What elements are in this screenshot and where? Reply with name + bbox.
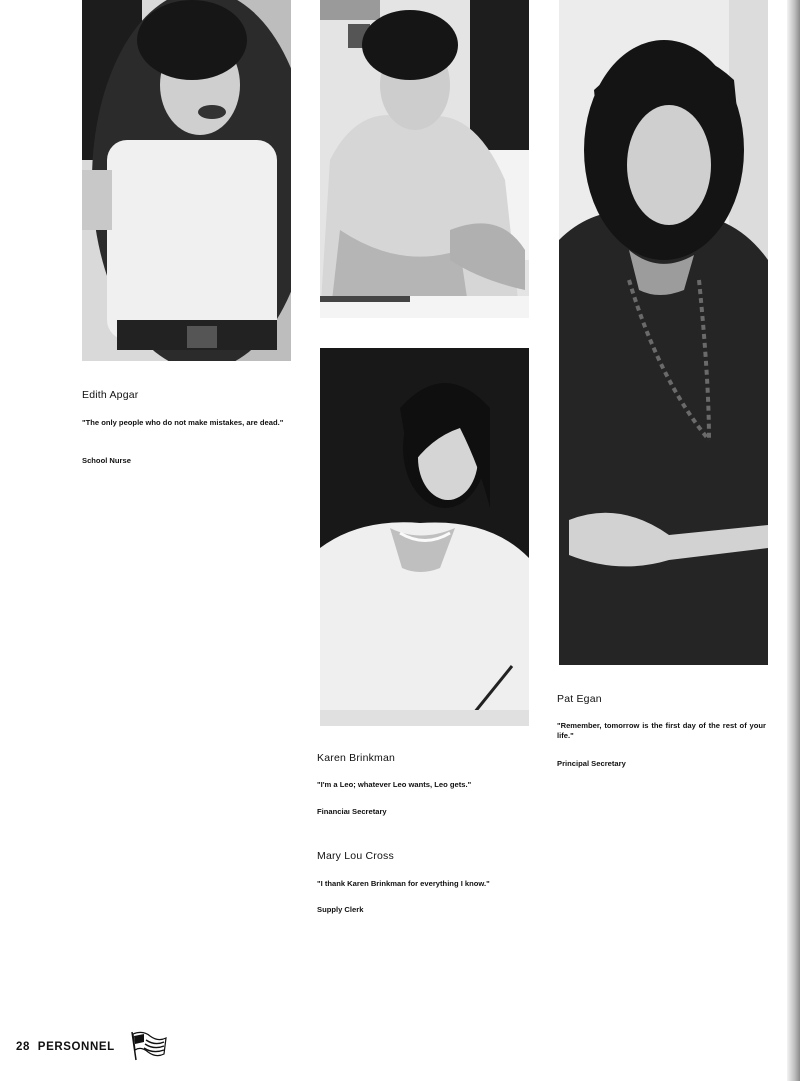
staff-title: School Nurse (82, 456, 131, 465)
staff-quote: "I'm a Leo; whatever Leo wants, Leo gets." (317, 780, 472, 789)
staff-quote: "I thank Karen Brinkman for everything I know." (317, 879, 490, 888)
staff-name: Karen Brinkman (317, 752, 396, 764)
section-title: PERSONNEL (37, 1041, 115, 1053)
portrait-image (320, 0, 529, 318)
photo-mary-lou-cross (320, 0, 529, 318)
staff-name: Pat Egan (557, 693, 602, 705)
flag-icon (128, 1030, 168, 1062)
photo-pat-egan (559, 0, 768, 665)
staff-title: Financiaı Secretary (317, 807, 387, 816)
staff-name: Mary Lou Cross (317, 850, 394, 862)
photo-karen-brinkman (320, 348, 529, 726)
staff-title: Supply Clerk (317, 905, 364, 914)
page-edge-shadow (787, 0, 800, 1081)
page-footer (16, 1041, 119, 1053)
portrait-image (82, 0, 291, 361)
photo-edith-apgar (82, 0, 291, 361)
staff-quote: "The only people who do not make mistakes, are dead." (82, 418, 284, 427)
portrait-image (559, 0, 768, 665)
staff-name: Edith Apgar (82, 389, 139, 401)
staff-quote: "Remember, tomorrow is the first day of the rest of your life." (557, 721, 766, 740)
page-number: 28 (16, 1041, 30, 1053)
staff-title: Principal Secretary (557, 759, 626, 768)
portrait-image (320, 348, 529, 726)
